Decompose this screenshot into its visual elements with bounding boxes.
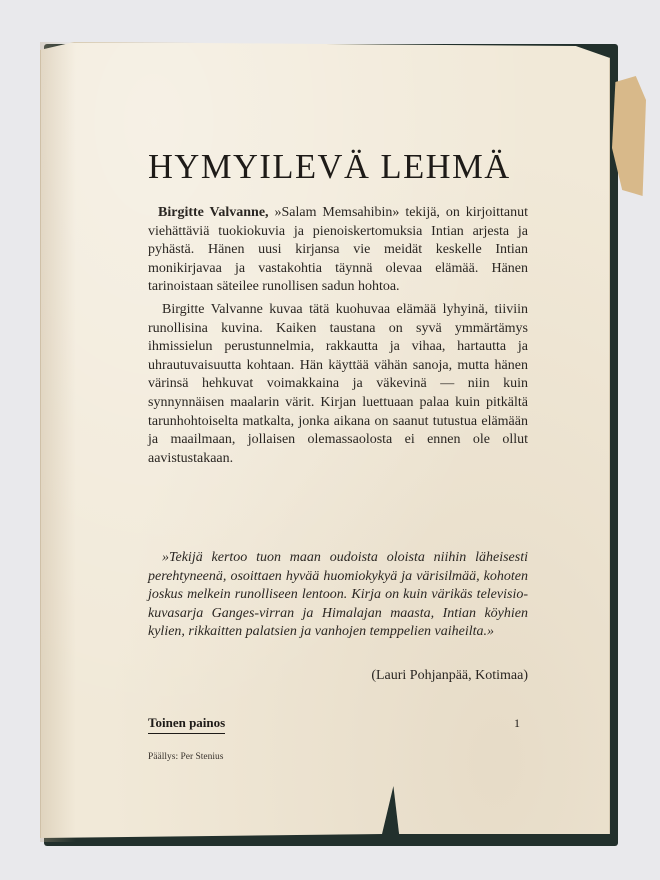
blurb-paragraph-1 [148,204,528,297]
edition-label: Toinen painos [148,715,225,734]
cover-credit: Päällys: Per Stenius [148,752,224,762]
book-title: HYMYILEVÄ LEHMÄ [148,148,511,186]
blurb-body [148,204,528,468]
intro-text: »Salam Memsahibin» tekijä, on kirjoittanut viehättäviä tuokiokuvia ja pienoiskertomuksia Intian arjesta ja pyhästä. Hänen uusi kirjansa vie meidät keskelle Intian monikirjavaa ja vastakohtia täynnä olevaa elämää. Hänen tarinoistaan säteilee runollisen sadun hohtoa. [148,205,528,295]
author-name: Birgitte Valvanne, [158,205,269,220]
blurb-paragraph-2: Birgitte Valvanne kuvaa tätä kuohuvaa elämää lyhyinä, tiiviin runollisina kuvina. Kaiken taustana on syvä ymmärtämys ihmissielun perustunnelmia, rakkautta ja vihaa, hartautta ja uhrautuvaisuutta kohtaan. Hän käyttää vähän sanoja, mutta hänen värinsä hehkuvat voimakkaina ja väkevinä — niin kuin synnynnäisen maalarin värit. Kirjan luettuaan palaa kuin pitkältä tarunhohtoiselta matkalta, jonka aikana on saanut tutustua elämään ja maailmaan, jollaisen olemassaolosta ei ennen ole ollut aavistustakaan. [148,301,528,466]
review-source: (Lauri Pohjanpää, Kotimaa) [371,668,528,683]
review-quote: »Tekijä kertoo tuon maan oudoista oloista niihin läheisesti perehtyneenä, osoittaen hyvää huomiokykyä ja värisilmää, kohoten joskus melkein runolliseen lentoon. Kirja on kuin värikäs televisio-kuvasarja Ganges-virran ja Himalajan maasta, Intian köyhien kylien, rikkaitten palatsien ja vanhojen temppelien vaiheilta.» [148,550,528,640]
edition-number: 1 [514,716,520,730]
spine-fold-shadow [40,42,76,842]
